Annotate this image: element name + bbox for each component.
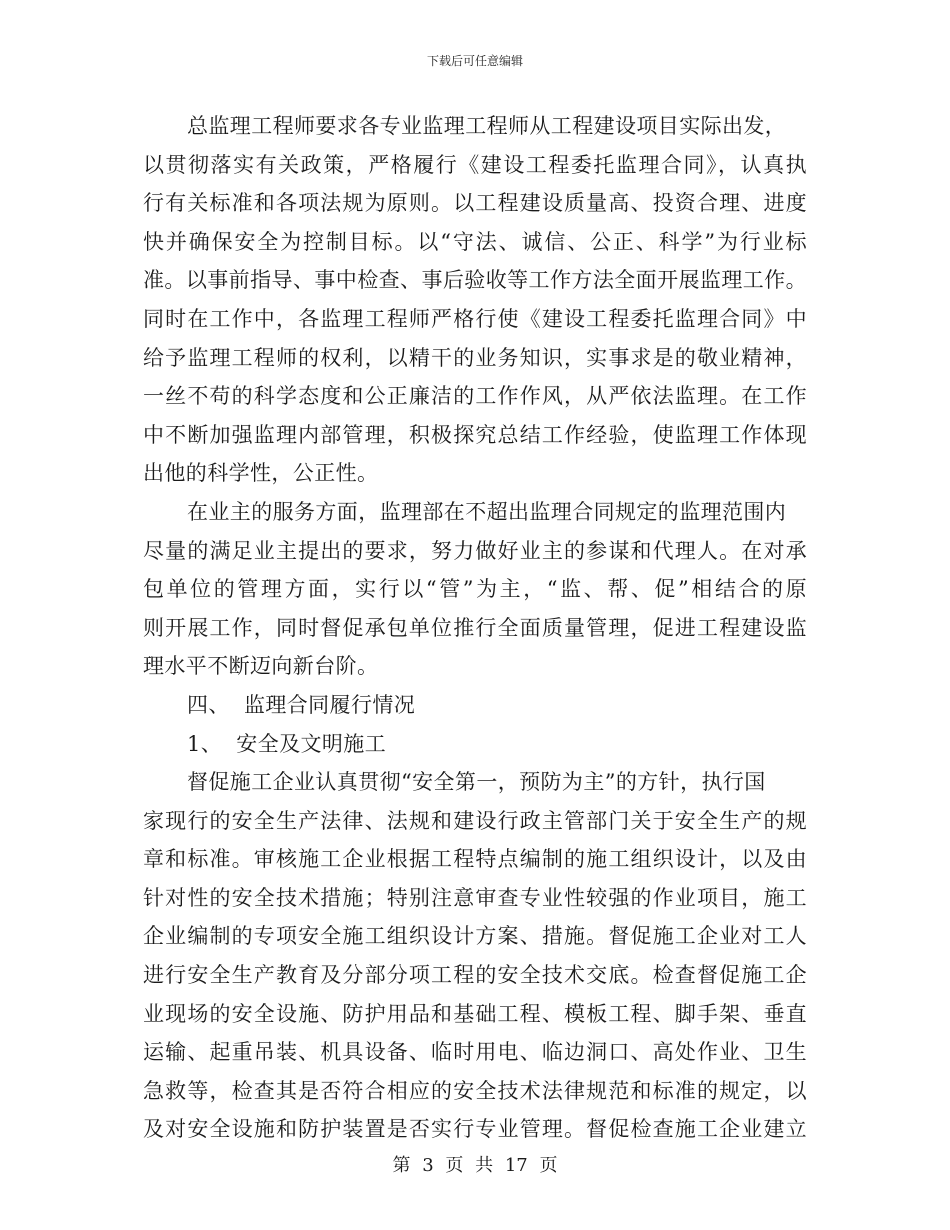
paragraph-line: 及对安全设施和防护装置是否实行专业管理。督促检查施工企业建立 xyxy=(143,1117,807,1142)
paragraph-line: 业现场的安全设施、防护用品和基础工程、模板工程、脚手架、垂直 xyxy=(143,1001,807,1026)
section-heading: 四、 监理合同履行情况 xyxy=(187,692,416,717)
paragraph-line: 则开展工作，同时督促承包单位推行全面质量管理，促进工程建设监 xyxy=(143,615,807,640)
paragraph-line: 中不断加强监理内部管理，积极探究总结工作经验，使监理工作体现 xyxy=(143,422,807,447)
page-number-footer: 第 3 页 共 17 页 xyxy=(392,1155,558,1176)
paragraph-line: 快并确保安全为控制目标。以“守法、诚信、公正、科学”为行业标 xyxy=(143,229,807,254)
paragraph-line: 出他的科学性，公正性。 xyxy=(143,461,379,486)
paragraph-line: 家现行的安全生产法律、法规和建设行政主管部门关于安全生产的规 xyxy=(143,808,807,833)
paragraph-line: 章和标准。审核施工企业根据工程特点编制的施工组织设计，以及由 xyxy=(143,847,807,872)
paragraph-line: 给予监理工程师的权利，以精干的业务知识，实事求是的敬业精神， xyxy=(143,345,807,370)
paragraph-line: 以贯彻落实有关政策，严格履行《建设工程委托监理合同》，认真执 xyxy=(143,152,807,177)
paragraph-line: 急救等，检查其是否符合相应的安全技术法律规范和标准的规定，以 xyxy=(143,1078,807,1103)
paragraph-line: 一丝不苟的科学态度和公正廉洁的工作作风，从严依法监理。在工作 xyxy=(143,384,807,409)
paragraph-line: 企业编制的专项安全施工组织设计方案、措施。督促施工企业对工人 xyxy=(143,924,807,949)
body-text xyxy=(143,107,807,1149)
paragraph-line: 运输、起重吊装、机具设备、临时用电、临边洞口、高处作业、卫生 xyxy=(143,1040,807,1065)
paragraph-line: 进行安全生产教育及分部分项工程的安全技术交底。检查督促施工企 xyxy=(143,963,807,988)
paragraph-line: 理水平不断迈向新台阶。 xyxy=(143,654,379,679)
paragraph-line: 行有关标准和各项法规为原则。以工程建设质量高、投资合理、进度 xyxy=(143,191,807,216)
paragraph-line: 同时在工作中，各监理工程师严格行使《建设工程委托监理合同》中 xyxy=(143,306,807,331)
paragraph-line: 总监理工程师要求各专业监理工程师从工程建设项目实际出发， xyxy=(187,114,787,138)
subsection-heading: 1、 安全及文明施工 xyxy=(187,731,387,756)
paragraph-line: 包单位的管理方面，实行以“管”为主，“监、帮、促”相结合的原 xyxy=(143,577,807,602)
page-header: 下载后可任意编辑 xyxy=(426,54,523,68)
paragraph-line: 在业主的服务方面，监理部在不超出监理合同规定的监理范围内 xyxy=(187,499,787,524)
paragraph-line: 督促施工企业认真贯彻“安全第一，预防为主”的方针，执行国 xyxy=(187,770,766,795)
paragraph-line: 针对性的安全技术措施；特别注意审查专业性较强的作业项目，施工 xyxy=(143,885,807,910)
paragraph-line: 尽量的满足业主提出的要求，努力做好业主的参谋和代理人。在对承 xyxy=(143,538,807,563)
paragraph-line: 准。以事前指导、事中检查、事后验收等工作方法全面开展监理工作。 xyxy=(143,268,807,293)
